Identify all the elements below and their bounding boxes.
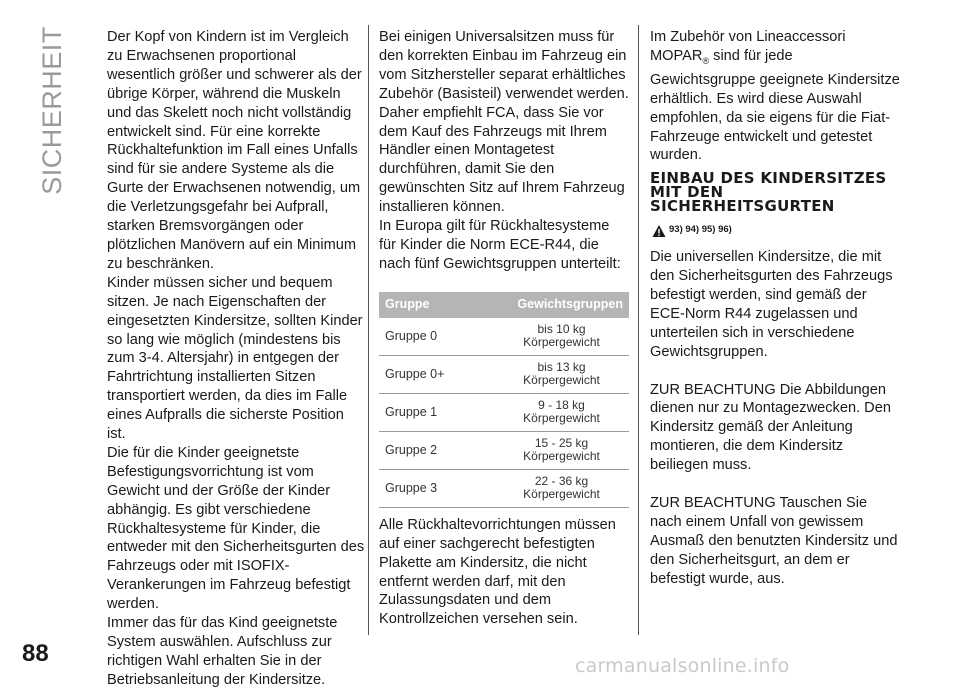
weight-groups-table	[379, 292, 629, 508]
section-heading: EINBAU DES KINDERSITZES MIT DEN SICHERHEITSGURTEN	[650, 169, 887, 216]
paragraph: Die universellen Kindersitze, die mit den Sicherheitsgurten des Fahrzeugs befestigt werden, sind gemäß der ECE-Norm R44 zugelassen und unterteilen sich in verschiedene Gewichtsgruppen.	[650, 249, 893, 360]
text-column-3	[650, 28, 900, 589]
paragraph: ZUR BEACHTUNG Tauschen Sie nach einem Unfall von gewissem Ausmaß den benutzten Kindersitz und den Sicherheitsgurt, an dem er befestigt wurde, aus.	[650, 495, 898, 587]
weight-range: bis 13 kg	[537, 360, 586, 375]
weight-cell	[494, 431, 629, 469]
registered-mark: ®	[702, 55, 710, 66]
weight-range: 22 - 36 kg	[534, 474, 589, 489]
table-row	[379, 469, 629, 507]
weight-unit: Körpergewicht	[523, 411, 600, 426]
paragraph: Immer das für das Kind geeignetste System auswählen. Aufschluss zur richtigen Wahl erhalten Sie in der Betriebsanleitung der Kindersitze.	[107, 615, 338, 688]
weight-unit: Körpergewicht	[523, 335, 600, 350]
paragraph: Kinder müssen sicher und bequem sitzen. Je nach Eigenschaften der eingesetzten Kindersitze, sollten Kinder so lang wie möglich (mindestens bis zum 3-4. Altersjahr) in entgegen der Fahrtrichtung installierten Sitzen transportiert werden, da dies im Falle eines Aufpralls die sicherste Position ist.	[107, 274, 363, 443]
table-row	[379, 318, 629, 356]
column-divider	[368, 25, 369, 635]
watermark: carmanualsonline.info	[575, 655, 790, 677]
weight-unit: Körpergewicht	[523, 373, 600, 388]
group-cell: Gruppe 2	[379, 431, 494, 469]
warning-triangle-icon	[652, 224, 666, 238]
weight-cell	[494, 393, 629, 431]
weight-range: 9 - 18 kg	[538, 398, 585, 413]
weight-cell	[494, 318, 629, 356]
table-header-group: Gruppe	[379, 292, 494, 318]
group-cell: Gruppe 3	[379, 469, 494, 507]
table-row	[379, 393, 629, 431]
weight-range: 15 - 25 kg	[534, 436, 589, 451]
table-header-weight: Gewichtsgruppen	[494, 292, 629, 318]
warning-reference	[652, 221, 900, 240]
weight-cell	[494, 355, 629, 393]
weight-unit: Körpergewicht	[523, 449, 600, 464]
paragraph: Bei einigen Universalsitzen muss für den korrekten Einbau im Fahrzeug ein vom Sitzhersteller separat erhältliches Zubehör (Basisteil) verwendet werden. Daher empfiehlt FCA, dass Sie vor dem Kauf des Fahrzeugs mit Ihrem Händler einen Montagetest durchführen, damit Sie den gewünschten Sitz auf Ihrem Fahrzeug installieren können.	[379, 29, 629, 216]
column-divider	[638, 25, 639, 635]
page-number: 88	[22, 640, 49, 667]
paragraph-part: Im Zubehör von Lineaccessori MOPAR	[650, 29, 846, 64]
paragraph-spacer	[650, 475, 900, 494]
text-column-1	[107, 28, 365, 690]
paragraph-part: sind für jede Gewichtsgruppe geeignete Kindersitze erhältlich. Es wird diese Auswahl empfohlen, da sie eigens für die Fiat-Fahrzeuge entwickelt und getestet wurden.	[650, 47, 900, 164]
paragraph	[650, 28, 900, 165]
paragraph: Alle Rückhaltevorrichtungen müssen auf einer sachgerecht befestigten Plakette am Kindersitz, die nicht entfernt werden darf, mit den Zulassungsdaten und dem Kontrollzeichen versehen sein.	[379, 516, 616, 628]
table-row	[379, 431, 629, 469]
section-side-title-text: SICHERHEIT	[36, 25, 67, 195]
table-header-row	[379, 292, 629, 318]
warning-refs: 93) 94) 95) 96)	[669, 224, 732, 236]
paragraph: In Europa gilt für Rückhaltesysteme für Kinder die Norm ECE-R44, die nach fünf Gewichtsgruppen unterteilt:	[379, 218, 621, 272]
paragraph: ZUR BEACHTUNG Die Abbildungen dienen nur zu Montagezwecken. Den Kindersitz gemäß der Anleitung montieren, die dem Kindersitz beiliegen muss.	[650, 381, 891, 474]
section-side-title	[22, 25, 82, 195]
paragraph-spacer	[650, 362, 900, 381]
paragraph: Der Kopf von Kindern ist im Vergleich zu Erwachsenen proportional wesentlich größer und schwerer als der übrige Körper, während die Muskeln und das Skelett noch nicht vollständig entwickelt sind. Für eine korrekte Rückhaltefunktion im Fall eines Unfalls sind für sie andere Systeme als die Gurte der Erwachsenen notwendig, um die Verletzungsgefahr bei Aufprall, starken Bremsvorgängen oder plötzlichen Manövern auf ein Minimum zu beschränken.	[107, 29, 362, 272]
weight-range: bis 10 kg	[537, 322, 586, 337]
weight-unit: Körpergewicht	[523, 487, 600, 502]
group-cell: Gruppe 0+	[379, 355, 494, 393]
weight-cell	[494, 469, 629, 507]
paragraph: Die für die Kinder geeignetste Befestigungsvorrichtung ist vom Gewicht und der Größe der Kinder abhängig. Es gibt verschiedene Rückhaltesysteme für Kinder, die entweder mit den Sicherheitsgurten des Fahrzeugs oder mit ISOFIX-Verankerungen im Fahrzeug befestigt werden.	[107, 444, 365, 613]
table-row	[379, 355, 629, 393]
group-cell: Gruppe 0	[379, 318, 494, 356]
group-cell: Gruppe 1	[379, 393, 494, 431]
text-column-2	[379, 28, 630, 629]
